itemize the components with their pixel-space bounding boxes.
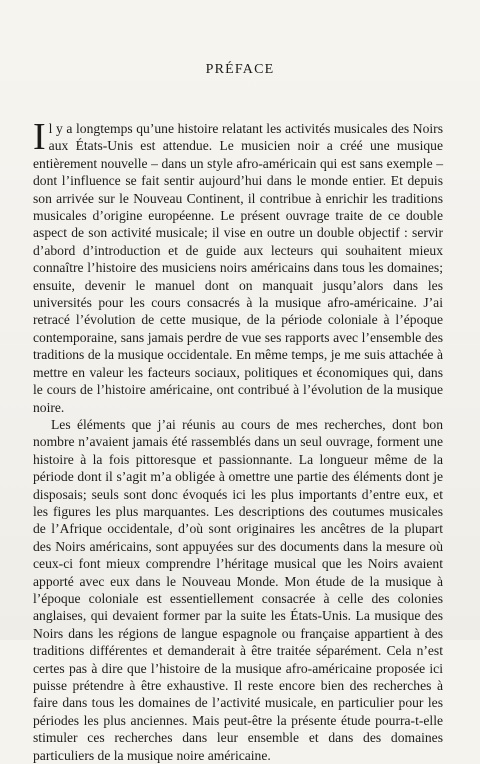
page-title: PRÉFACE bbox=[205, 62, 275, 77]
paragraph-1: Il y a longtemps qu’une histoire relatant les activités musicales des Noirs aux États-Unis est attendue. Le musicien noir a créé une musique entièrement nouvelle – dans un style afro-américain qui est sans exemple – dont l’influence se fait sentir aujourd’hui dans le monde entier. Et depuis son arrivée sur le Nouveau Continent, il contribue à enrichir les traditions musicales d’origine européenne. Le présent ouvrage traite de ce double aspect de son activité musicale; il vise en outre un double objectif : servir d’abord d’introduction et de guide aux lecteurs qui souhaitent mieux connaître l’histoire des musiciens noirs américains dans tous les domaines; ensuite, devenir le manuel dont on manquait jusqu’alors dans les universités pour les cours consacrés à la musique afro-américaine. J’ai retracé l’évolution de cette musique, de la période coloniale à l’époque contemporaine, sans jamais perdre de vue ses rapports avec l’ensemble des traditions de la musique occidentale. En même temps, je me suis attachée à mettre en valeur les facteurs sociaux, politiques et économiques qui, dans le cours de l’histoire américaine, ont contribué à l’évolution de la musique noire. bbox=[33, 116, 443, 415]
paragraph-2: Les éléments que j’ai réunis au cours de mes recherches, dont bon nombre n’avaient jamais été rassemblés dans un seul ouvrage, forment une histoire à la fois pittoresque et passionnante. La longueur même de la période dont il s’agit m’a obligée à omettre une partie des éléments dont je disposais; seuls sont donc évoqués ici les plus importants d’entre eux, et les figures les plus marquantes. Les descriptions des coutumes musicales de l’Afrique occidentale, d’où sont originaires les ancêtres de la plupart des Noirs américains, sont appuyées sur des documents dans la mesure où ceux-ci font mieux comprendre l’héritage musical que les Noirs avaient apporté avec eux dans le Nouveau Monde. Mon étude de la musique à l’époque coloniale est essentiellement consacrée à celle des colonies anglaises, qui devaient former par la suite les États-Unis. La musique des Noirs dans les régions de langue espagnole ou française appartient à des traditions différentes et demanderait à être traitée séparément. Cela n’est certes pas à dire que l’histoire de la musique afro-américaine proposée ici puisse prétendre à être exhaustive. Il reste encore bien des recherches à faire dans tous les domaines de l’activité musicale, en particulier pour les périodes les plus anciennes. Mais peut-être la présente étude pourra-t-elle stimuler ces recherches dans leur ensemble et dans des domaines particuliers de la musique noire américaine. bbox=[33, 416, 443, 763]
body-text bbox=[33, 116, 443, 764]
